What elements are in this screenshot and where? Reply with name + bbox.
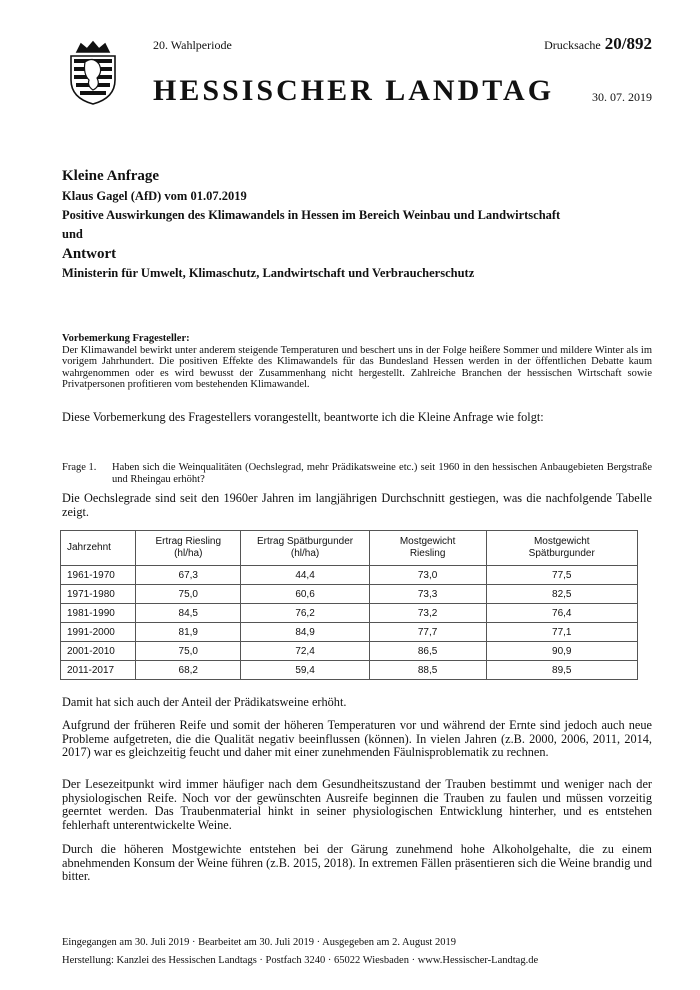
table-header-cell: Mostgewicht Riesling	[369, 531, 486, 566]
table-cell: 2001-2010	[61, 642, 136, 661]
table-cell: 59,4	[241, 661, 369, 680]
table-cell: 86,5	[369, 642, 486, 661]
table-cell: 75,0	[136, 642, 241, 661]
table-cell: 67,3	[136, 566, 241, 585]
table-row	[61, 623, 638, 642]
table-cell: 73,2	[369, 604, 486, 623]
table-row	[61, 604, 638, 623]
table-cell: 84,5	[136, 604, 241, 623]
table-cell: 1991-2000	[61, 623, 136, 642]
vorbemerkung-title: Vorbemerkung Fragesteller:	[62, 333, 190, 344]
table-cell: 44,4	[241, 566, 369, 585]
frage-1	[62, 462, 652, 485]
table-cell: 1961-1970	[61, 566, 136, 585]
document-subject: Positive Auswirkungen des Klimawandels in Hessen im Bereich Weinbau und Landwirtschaft	[62, 208, 561, 222]
table-cell: 72,4	[241, 642, 369, 661]
drucksache	[544, 34, 652, 54]
table-header-cell: Ertrag Riesling (hl/ha)	[136, 531, 241, 566]
antwort-heading: Antwort	[62, 246, 117, 262]
table-cell: 77,5	[486, 566, 638, 585]
table-cell: 89,5	[486, 661, 638, 680]
table-cell: 60,6	[241, 585, 369, 604]
table-row	[61, 642, 638, 661]
table-cell: 68,2	[136, 661, 241, 680]
body-paragraph: Der Lesezeitpunkt wird immer häufiger nach dem Gesundheitszustand der Trauben bestimmt und weniger nach der physiologischen Reife. Noch vor der gewünschten Ausreife beginnen die Trauben zu faulen und müssen vorzeitig geerntet werden. Das Traubenmaterial hinkt in seiner physiologischen Entwicklung hinterher, und es entstehen fehlerhaft unterentwickelte Weine.	[62, 777, 652, 832]
table-cell: 2011-2017	[61, 661, 136, 680]
table-cell: 77,1	[486, 623, 638, 642]
body-paragraph: Damit hat sich auch der Anteil der Prädikatsweine erhöht.	[62, 695, 347, 709]
frage-number: Frage 1.	[62, 462, 97, 473]
body-paragraph: Aufgrund der früheren Reife und somit der höheren Temperaturen vor und während der Ernte sind jedoch auch neue Probleme aufgetreten, die die Qualität negativ beeinflussen (können). In vielen Jahren (z.B. 2000, 2006, 2011, 2014, 2017) war es gleichzeitig feucht und daher mit einer zunehmenden Fäulnisproblematik zu rechnen.	[62, 718, 652, 760]
body-paragraph: Durch die höheren Mostgewichte entstehen bei der Gärung zunehmend hohe Alkoholgehalte, die zu einem abnehmenden Konsum der Weine führen (z.B. 2015, 2018). In extremen Fällen präsentieren sich die Weine brandig und bitter.	[62, 842, 652, 884]
table-cell: 88,5	[369, 661, 486, 680]
drucksache-label: Drucksache	[544, 38, 601, 52]
wine-data-table	[60, 530, 638, 680]
table-row	[61, 566, 638, 585]
frage-text: Haben sich die Weinqualitäten (Oechslegrad, mehr Prädikatsweine etc.) seit 1960 in den hessischen Anbaugebieten Bergstraße und Rheingau erhöht?	[112, 462, 652, 485]
hessen-coat-of-arms-icon	[63, 38, 123, 108]
answer-intro: Die Oechslegrade sind seit den 1960er Jahren im langjährigen Durchschnitt gestiegen, was die nachfolgende Tabelle zeigt.	[62, 491, 652, 519]
footer-line-2: Herstellung: Kanzlei des Hessischen Landtags · Postfach 3240 · 65022 Wiesbaden · www.Hessischer-Landtag.de	[62, 955, 539, 966]
document-date: 30. 07. 2019	[592, 90, 652, 104]
table-cell: 82,5	[486, 585, 638, 604]
drucksache-number: 20/892	[604, 34, 652, 53]
vorbemerkung-text: Der Klimawandel bewirkt unter anderem steigende Temperaturen und beschert uns in der Folge heißere Sommer und mildere Winter als im vorigem Jahrhundert. Die positiven Effekte des Klimawandels für das Bundesland Hessen werden in der öffentlichen Debatte kaum wahrgenommen oder es wird bewusst der Zusammenhang nicht hergestellt. Zahlreiche Branchen der hessischen Wirtschaft sowie Privatpersonen profitieren vom bestehenden Klimawandel.	[62, 344, 652, 390]
table-cell: 84,9	[241, 623, 369, 642]
table-row	[61, 661, 638, 680]
table-cell: 75,0	[136, 585, 241, 604]
document-author: Klaus Gagel (AfD) vom 01.07.2019	[62, 189, 247, 203]
table-header-cell: Jahrzehnt	[61, 531, 136, 566]
table-cell: 1981-1990	[61, 604, 136, 623]
intro-paragraph: Diese Vorbemerkung des Fragestellers vorangestellt, beantworte ich die Kleine Anfrage wie folgt:	[62, 410, 544, 424]
document-header-title: HESSISCHER LANDTAG	[153, 74, 555, 107]
table-cell: 1971-1980	[61, 585, 136, 604]
table-cell: 76,2	[241, 604, 369, 623]
table-cell: 76,4	[486, 604, 638, 623]
table-cell: 81,9	[136, 623, 241, 642]
title-block	[62, 168, 652, 285]
table-row	[61, 585, 638, 604]
wahlperiode: 20. Wahlperiode	[153, 38, 232, 52]
vorbemerkung	[62, 333, 652, 391]
table-cell: 73,3	[369, 585, 486, 604]
document-type: Kleine Anfrage	[62, 168, 160, 184]
table-header-cell: Mostgewicht Spätburgunder	[486, 531, 638, 566]
footer-line-1: Eingegangen am 30. Juli 2019 · Bearbeitet am 30. Juli 2019 · Ausgegeben am 2. August 2019	[62, 937, 456, 948]
table-header-cell: Ertrag Spätburgunder (hl/ha)	[241, 531, 369, 566]
table-cell: 77,7	[369, 623, 486, 642]
table-cell: 73,0	[369, 566, 486, 585]
ministry: Ministerin für Umwelt, Klimaschutz, Landwirtschaft und Verbraucherschutz	[62, 266, 475, 280]
table-header-row	[61, 531, 638, 566]
conjunction-und: und	[62, 227, 83, 241]
table-cell: 90,9	[486, 642, 638, 661]
